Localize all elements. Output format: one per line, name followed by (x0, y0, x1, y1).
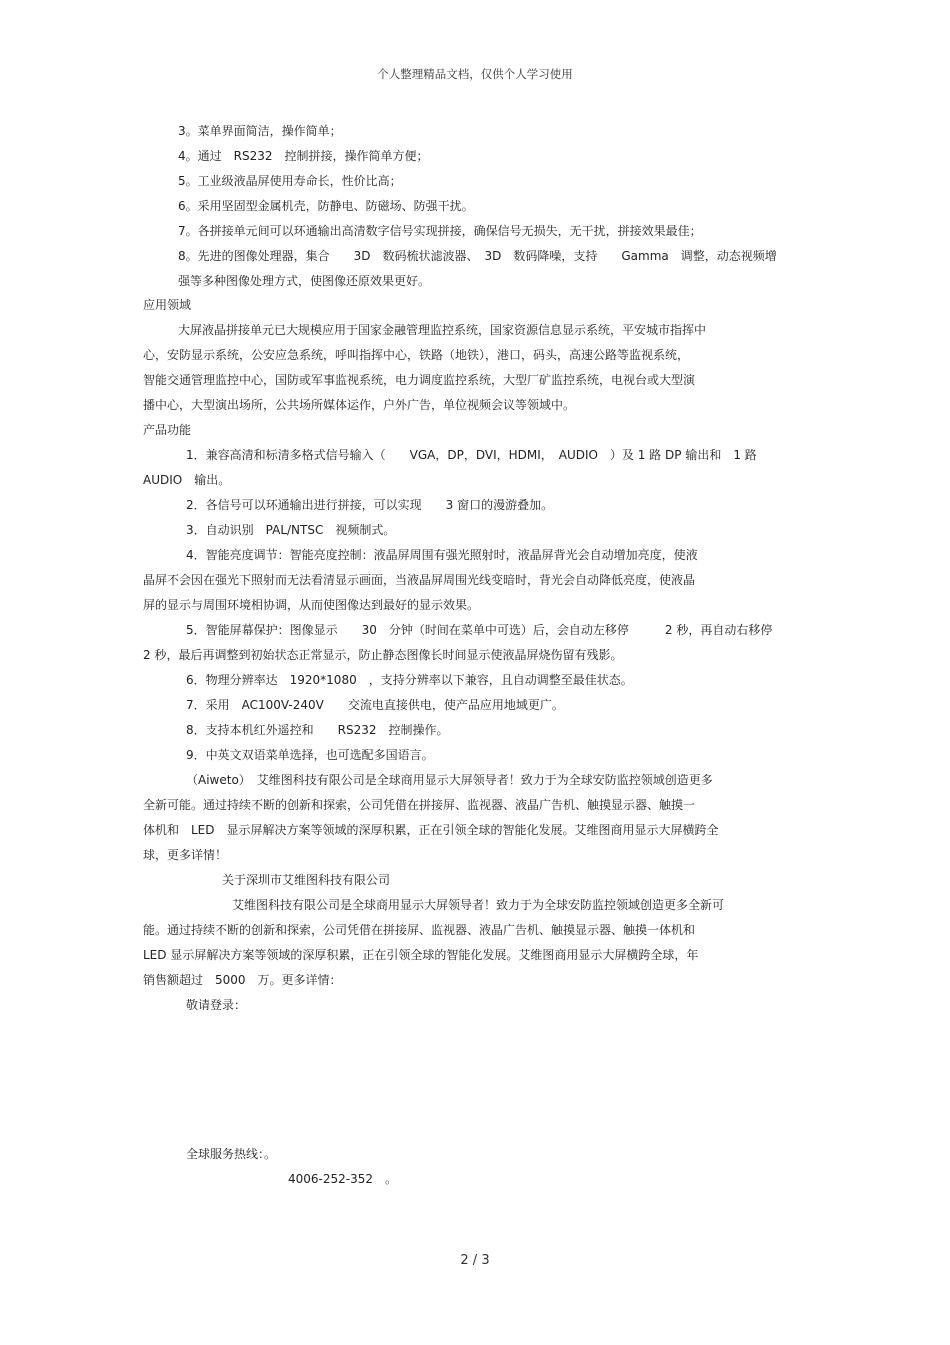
about-line: 销售额超过 5000 万。更多详情： (143, 973, 342, 987)
function-line: 3．自动识别 PAL/NTSC 视频制式。 (186, 523, 396, 537)
functions-title: 产品功能 (143, 423, 192, 437)
feature-line: 8。先进的图像处理器，集合 3D 数码梳状滤波器、 3D 数码降噪，支持 Gamma 调整，动态视频增 (178, 249, 777, 263)
application-line: 大屏液晶拼接单元已大规模应用于国家金融管理监控系统，国家资源信息显示系统，平安城市指挥中 (178, 323, 707, 337)
function-line: 9．中英文双语菜单选择，也可选配多国语言。 (186, 748, 434, 762)
hotline-number: 4006-252-352 。 (288, 1172, 398, 1186)
about-title: 关于深圳市艾维图科技有限公司 (222, 873, 391, 887)
feature-line: 3。菜单界面简洁，操作简单； (178, 124, 342, 138)
feature-line: 强等多种图像处理方式，使图像还原效果更好。 (178, 274, 431, 288)
feature-line: 6。采用坚固型金属机壳，防静电、防磁场、防强干扰。 (178, 199, 474, 213)
feature-line: 7。各拼接单元间可以环通输出高清数字信号实现拼接，确保信号无损失，无干扰，拼接效果最佳； (178, 224, 702, 238)
function-line: 2．各信号可以环通输出进行拼接，可以实现 3 窗口的漫游叠加。 (186, 498, 554, 512)
intro-line: 体机和 LED 显示屏解决方案等领域的深厚积累，正在引领全球的智能化发展。艾维图商用显示大屏横跨全 (143, 823, 719, 837)
function-line: 屏的显示与周围环境相协调，从而使图像达到最好的显示效果。 (143, 598, 480, 612)
application-line: 播中心，大型演出场所，公共场所媒体运作，户外广告，单位视频会议等领域中。 (143, 398, 576, 412)
function-line: 晶屏不会因在强光下照射而无法看清显示画面，当液晶屏周围光线变暗时，背光会自动降低亮度，使液晶 (143, 573, 696, 587)
intro-line: 全新可能。通过持续不断的创新和探索，公司凭借在拼接屏、监视器、液晶广告机、触摸显示器、触摸一 (143, 798, 696, 812)
application-line: 智能交通管理监控中心，国防或军事监视系统，电力调度监控系统，大型厂矿监控系统，电视台或大型演 (143, 373, 696, 387)
login-text: 敬请登录： (186, 998, 247, 1012)
hotline-label: 全球服务热线：。 (186, 1147, 277, 1161)
function-line: 5．智能屏幕保护：图像显示 30 分钟（时间在菜单中可选）后，会自动左移停 2 秒，再自动右移停 (186, 623, 773, 637)
feature-line: 5。工业级液晶屏使用寿命长，性价比高； (178, 174, 402, 188)
about-line: 艾维图科技有限公司是全球商用显示大屏领导者！致力于为全球安防监控领域创造更多全新可 (232, 898, 725, 912)
intro-line: 球，更多详情！ (143, 848, 228, 862)
about-line: 能。通过持续不断的创新和探索，公司凭借在拼接屏、监视器、液晶广告机、触摸显示器、触摸一体机和 (143, 923, 696, 937)
function-line: 8．支持本机红外遥控和 RS232 控制操作。 (186, 723, 449, 737)
function-line: 4．智能亮度调节：智能亮度控制：液晶屏周围有强光照射时，液晶屏背光会自动增加亮度，使液 (186, 548, 698, 562)
function-line: AUDIO 输出。 (143, 473, 231, 487)
function-line: 1．兼容高清和标清多格式信号输入（ VGA，DP，DVI，HDMI， AUDIO ）及 1 路 DP 输出和 1 路 (186, 448, 757, 462)
function-line: 2 秒，最后再调整到初始状态正常显示，防止静态图像长时间显示使液晶屏烧伤留有残影。 (143, 648, 623, 662)
about-line: LED 显示屏解决方案等领域的深厚积累，正在引领全球的智能化发展。艾维图商用显示大屏横跨全球，年 (143, 948, 699, 962)
page-number: 2 / 3 (460, 1253, 490, 1268)
feature-line: 4。通过 RS232 控制拼接，操作简单方便； (178, 149, 429, 163)
application-title: 应用领域 (143, 298, 192, 312)
intro-line: （Aiweto） 艾维图科技有限公司是全球商用显示大屏领导者！致力于为全球安防监控领域创造更多 (186, 773, 713, 787)
application-line: 心，安防显示系统，公安应急系统，呼叫指挥中心，铁路（地铁），港口，码头，高速公路等监视系统， (143, 348, 690, 362)
function-line: 6．物理分辨率达 1920*1080 ，支持分辨率以下兼容，且自动调整至最佳状态。 (186, 673, 633, 687)
function-line: 7．采用 AC100V-240V 交流电直接供电，使产品应用地域更广。 (186, 698, 564, 712)
page-header: 个人整理精品文档，仅供个人学习使用 (377, 67, 573, 81)
